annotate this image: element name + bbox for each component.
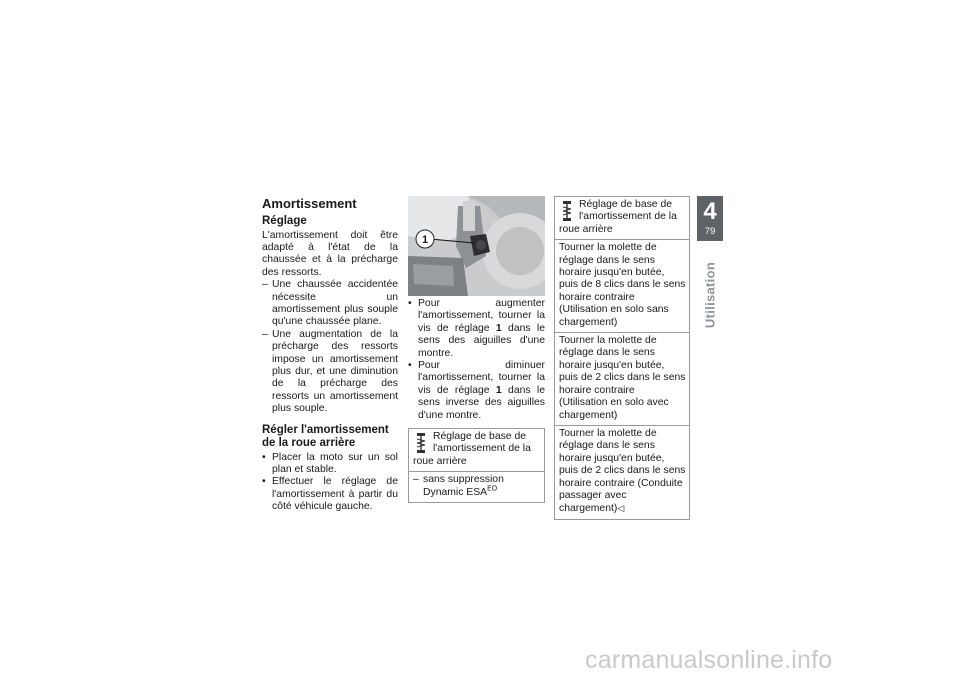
shock-absorber-photo (408, 196, 545, 296)
photo-drawing (408, 196, 545, 296)
section-side-label: Utilisation (702, 261, 718, 329)
photo-callout-label: 1 (421, 234, 429, 246)
end-marker-icon: ◁ (617, 503, 625, 514)
setting-row-passenger: Tourner la molette de réglage dans le sens horaire jusqu'en butée, puis de 2 clics dans le sens horaire contraire (Conduite passager avec chargement)◁ (559, 427, 686, 515)
watermark-text: carmanualsonline.info (585, 646, 833, 674)
base-setting-box-middle (408, 428, 545, 503)
left-column (262, 196, 398, 514)
subsection-reglage-title: Réglage (262, 215, 307, 227)
dash-list (262, 279, 398, 415)
bullet-list-middle (408, 298, 545, 422)
section-title: Amortissement (262, 196, 357, 211)
bullet-list-left (262, 452, 398, 514)
chapter-tab (697, 196, 723, 241)
box-heading: Réglage de base de l'amortissement de la roue arrière (409, 429, 544, 472)
shock-absorber-icon (414, 433, 428, 453)
dash-item-1: – Une chaussée accidentée nécessite un amortissement plus souple qu'une chaussée plane. (262, 279, 398, 329)
bullet-increase-damping: • Pour augmenter l'amortissement, tourner la vis de réglage 1 dans le sens des aiguilles d'une montre. (408, 298, 545, 360)
dash-item-2: – Une augmentation de la précharge des ressorts impose un amortissement plus dur, et une diminution de la précharge des ressorts un amortissement plus souple. (262, 329, 398, 416)
right-column (554, 196, 690, 520)
setting-row-solo-unloaded: Tourner la molette de réglage dans le sens horaire jusqu'en butée, puis de 8 clics dans le sens horaire contraire (Utilisation en solo sans chargement) (555, 240, 689, 333)
bullet-decrease-damping: • Pour diminuer l'amortissement, tourner la vis de réglage 1 dans le sens inverse des aiguilles d'une montre. (408, 360, 545, 422)
subsection-rear-title: Régler l'amortissement de la roue arrière (262, 423, 389, 450)
base-setting-box-right (554, 196, 690, 520)
bullet-item-2: • Effectuer le réglage de l'amortissement à partir du côté véhicule gauche. (262, 476, 398, 513)
middle-column (408, 196, 545, 503)
shock-absorber-icon (560, 201, 574, 221)
bullet-item-1: • Placer la moto sur un sol plan et stable. (262, 452, 398, 477)
intro-paragraph: L'amortissement doit être adapté à l'état de la chaussée et à la précharge des ressorts. (262, 229, 398, 278)
page-number: 79 (704, 226, 716, 237)
setting-row-solo-loaded: Tourner la molette de réglage dans le sens horaire jusqu'en butée, puis de 2 clics dans le sens horaire contraire (Utilisation en solo avec chargement) (555, 333, 689, 426)
chapter-number: 4 (703, 198, 717, 225)
box-item-no-esa: – sans suppression Dynamic $ESA^{EO}$ (409, 472, 544, 502)
box-heading-right: Réglage de base de l'amortissement de la roue arrière (555, 197, 689, 240)
